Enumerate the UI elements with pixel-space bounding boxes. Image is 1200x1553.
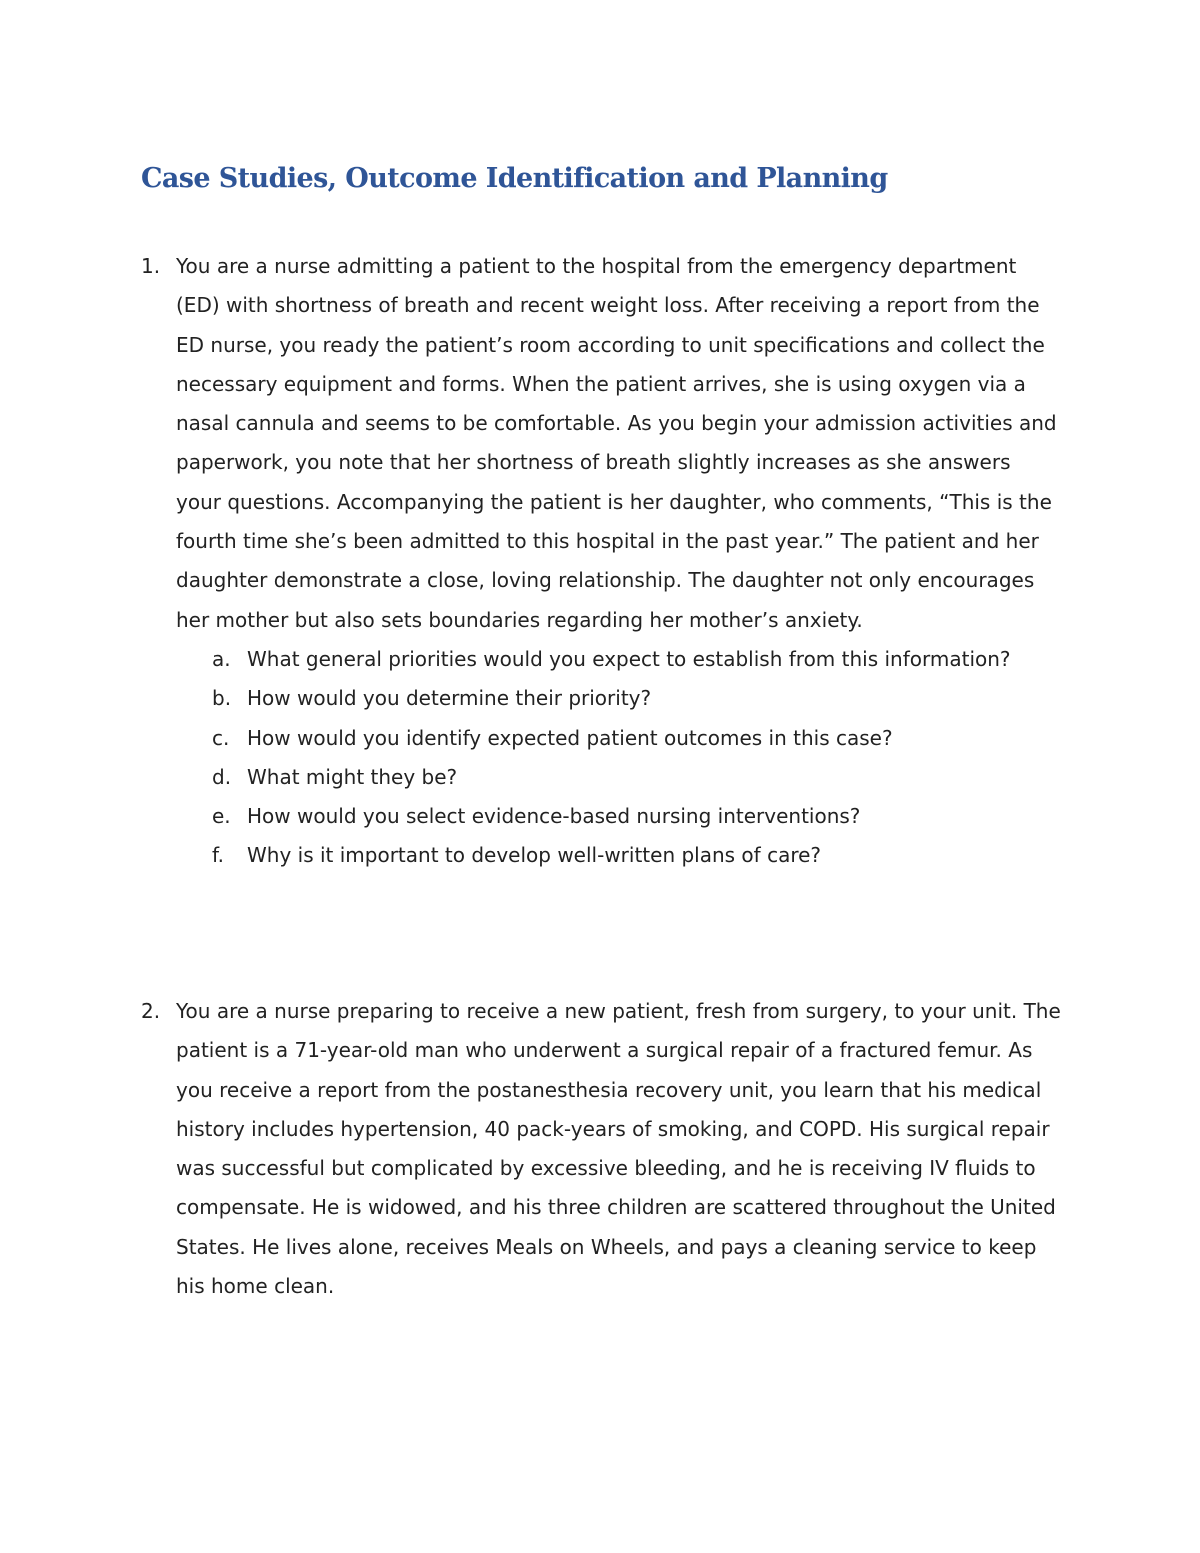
sub-question-list bbox=[141, 640, 1061, 876]
sub-question-letter: c. bbox=[212, 725, 230, 750]
question-number: 1. bbox=[141, 254, 161, 278]
sub-question-a bbox=[141, 640, 1061, 679]
sub-question-c bbox=[141, 719, 1061, 758]
sub-question-text: Why is it important to develop well-written plans of care? bbox=[247, 843, 822, 868]
sub-question-text: How would you determine their priority? bbox=[247, 686, 652, 711]
sub-question-letter: b. bbox=[212, 686, 232, 711]
case-study-2 bbox=[141, 992, 1061, 1306]
question-number: 2. bbox=[141, 999, 161, 1023]
sub-question-e bbox=[141, 797, 1061, 836]
sub-question-letter: e. bbox=[212, 804, 231, 829]
sub-question-f bbox=[141, 836, 1061, 875]
page-title: Case Studies, Outcome Identification and Planning bbox=[141, 163, 888, 194]
sub-question-text: How would you select evidence-based nursing interventions? bbox=[247, 804, 861, 829]
sub-question-text: What general priorities would you expect to establish from this information? bbox=[247, 646, 1011, 671]
case-study-1 bbox=[141, 247, 1061, 876]
sub-question-text: How would you identify expected patient outcomes in this case? bbox=[247, 725, 893, 750]
sub-question-d bbox=[141, 758, 1061, 797]
sub-question-letter: a. bbox=[212, 646, 231, 671]
question-text: You are a nurse admitting a patient to the hospital from the emergency department (ED) with shortness of breath and recent weight loss. After receiving a report from the ED nurse, you ready the patient’s room according to unit specifications and collect the necessary equipment and forms. When the patient arrives, she is using oxygen via a nasal cannula and seems to be comfortable. As you begin your admission activities and paperwork, you note that her shortness of breath slightly increases as she answers your questions. Accompanying the patient is her daughter, who comments, “This is the fourth time she’s been admitted to this hospital in the past year.” The patient and her daughter demonstrate a close, loving relationship. The daughter not only encourages her mother but also sets boundaries regarding her mother’s anxiety. bbox=[176, 254, 1057, 632]
sub-question-b bbox=[141, 679, 1061, 718]
sub-question-text: What might they be? bbox=[247, 764, 458, 789]
sub-question-letter: f. bbox=[212, 843, 224, 868]
sub-question-letter: d. bbox=[212, 764, 232, 789]
question-text: You are a nurse preparing to receive a new patient, fresh from surgery, to your unit. The patient is a 71-year-old man who underwent a surgical repair of a fractured femur. As you receive a report from the postanesthesia recovery unit, you learn that his medical history includes hypertension, 40 pack-years of smoking, and COPD. His surgical repair was successful but complicated by excessive bleeding, and he is receiving IV fluids to compensate. He is widowed, and his three children are scattered throughout the United States. He lives alone, receives Meals on Wheels, and pays a cleaning service to keep his home clean. bbox=[176, 999, 1061, 1299]
